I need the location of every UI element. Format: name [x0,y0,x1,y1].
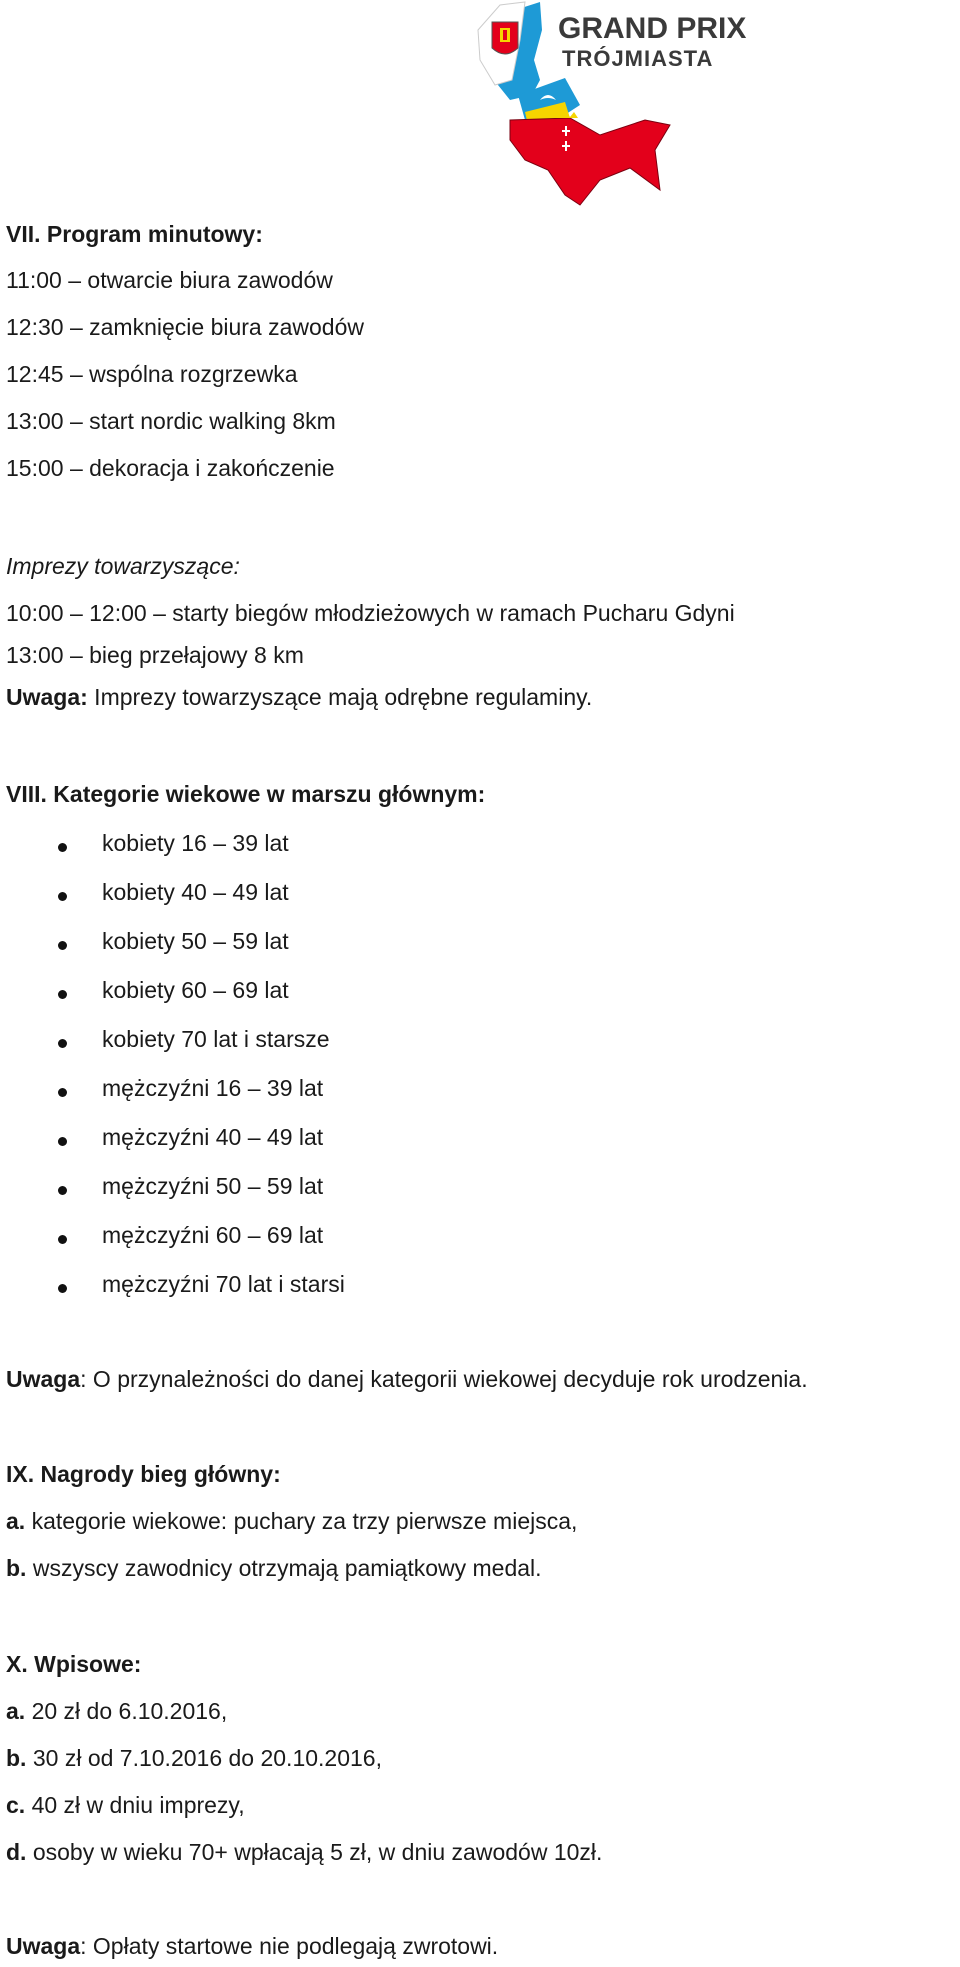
bullet-icon [58,892,67,901]
section-10-heading: X. Wpisowe: [6,1651,142,1677]
fee-marker: d. [6,1839,27,1865]
side-events-label: Imprezy towarzyszące: [6,553,240,579]
prize-marker: b. [6,1555,27,1581]
bullet-icon [58,990,67,999]
category-item: mężczyźni 70 lat i starsi [102,1271,345,1297]
side-events-note [6,682,592,712]
bullet-icon [58,1088,67,1097]
bullet-icon [58,1186,67,1195]
note-text: Imprezy towarzyszące mają odrębne regulaminy. [87,684,593,710]
fee-marker: c. [6,1792,26,1818]
schedule-item: 15:00 – dekoracja i zakończenie [6,455,335,481]
fee-text: osoby w wieku 70+ wpłacają 5 zł, w dniu zawodów 10zł. [26,1839,603,1865]
note-label: Uwaga: [6,684,88,710]
fee-item [6,1743,382,1773]
bullet-icon [58,1039,67,1048]
prize-text: wszyscy zawodnicy otrzymają pamiątkowy medal. [26,1555,542,1581]
schedule-item: 11:00 – otwarcie biura zawodów [6,267,333,293]
category-item: kobiety 40 – 49 lat [102,879,289,905]
bullet-icon [58,1137,67,1146]
section-7-heading: VII. Program minutowy: [6,221,263,247]
category-note [6,1364,808,1394]
category-item: mężczyźni 40 – 49 lat [102,1124,324,1150]
category-item: kobiety 16 – 39 lat [102,830,289,856]
bullet-icon [58,941,67,950]
fee-note [6,1931,498,1961]
prize-item [6,1506,577,1536]
fee-text: 40 zł w dniu imprezy, [25,1792,245,1818]
bullet-icon [58,843,67,852]
gdynia-coat-of-arms-icon [492,22,518,54]
note-text: : O przynależności do danej kategorii wiekowej decyduje rok urodzenia. [80,1366,808,1392]
prize-text: kategorie wiekowe: puchary za trzy pierwsze miejsca, [25,1508,578,1534]
category-item: kobiety 50 – 59 lat [102,928,289,954]
fee-text: 20 zł do 6.10.2016, [25,1698,228,1724]
category-item: kobiety 70 lat i starsze [102,1026,330,1052]
grand-prix-trojmiasta-logo [470,0,770,215]
prize-item [6,1553,542,1583]
schedule-item: 13:00 – start nordic walking 8km [6,408,336,434]
fee-item [6,1837,602,1867]
logo-title-line1: GRAND PRIX [558,12,747,45]
logo-map-gdansk-region [510,118,670,205]
schedule-item: 12:45 – wspólna rozgrzewka [6,361,298,387]
note-label: Uwaga [6,1933,81,1959]
category-item: mężczyźni 60 – 69 lat [102,1222,324,1248]
note-text: : Opłaty startowe nie podlegają zwrotowi. [80,1933,499,1959]
prize-marker: a. [6,1508,26,1534]
category-item: kobiety 60 – 69 lat [102,977,289,1003]
fee-marker: a. [6,1698,26,1724]
schedule-item: 12:30 – zamknięcie biura zawodów [6,314,364,340]
category-item: mężczyźni 16 – 39 lat [102,1075,324,1101]
category-item: mężczyźni 50 – 59 lat [102,1173,324,1199]
side-event-item: 10:00 – 12:00 – starty biegów młodzieżowych w ramach Pucharu Gdyni [6,600,735,626]
logo-title-line2: TRÓJMIASTA [562,46,714,71]
section-8-heading: VIII. Kategorie wiekowe w marszu głównym: [6,781,486,807]
note-label: Uwaga [6,1366,81,1392]
fee-marker: b. [6,1745,27,1771]
bullet-icon [58,1284,67,1293]
fee-item [6,1790,245,1820]
section-9-heading: IX. Nagrody bieg główny: [6,1461,281,1487]
side-event-item: 13:00 – bieg przełajowy 8 km [6,642,304,668]
fee-text: 30 zł od 7.10.2016 do 20.10.2016, [26,1745,382,1771]
fee-item [6,1696,227,1726]
bullet-icon [58,1235,67,1244]
